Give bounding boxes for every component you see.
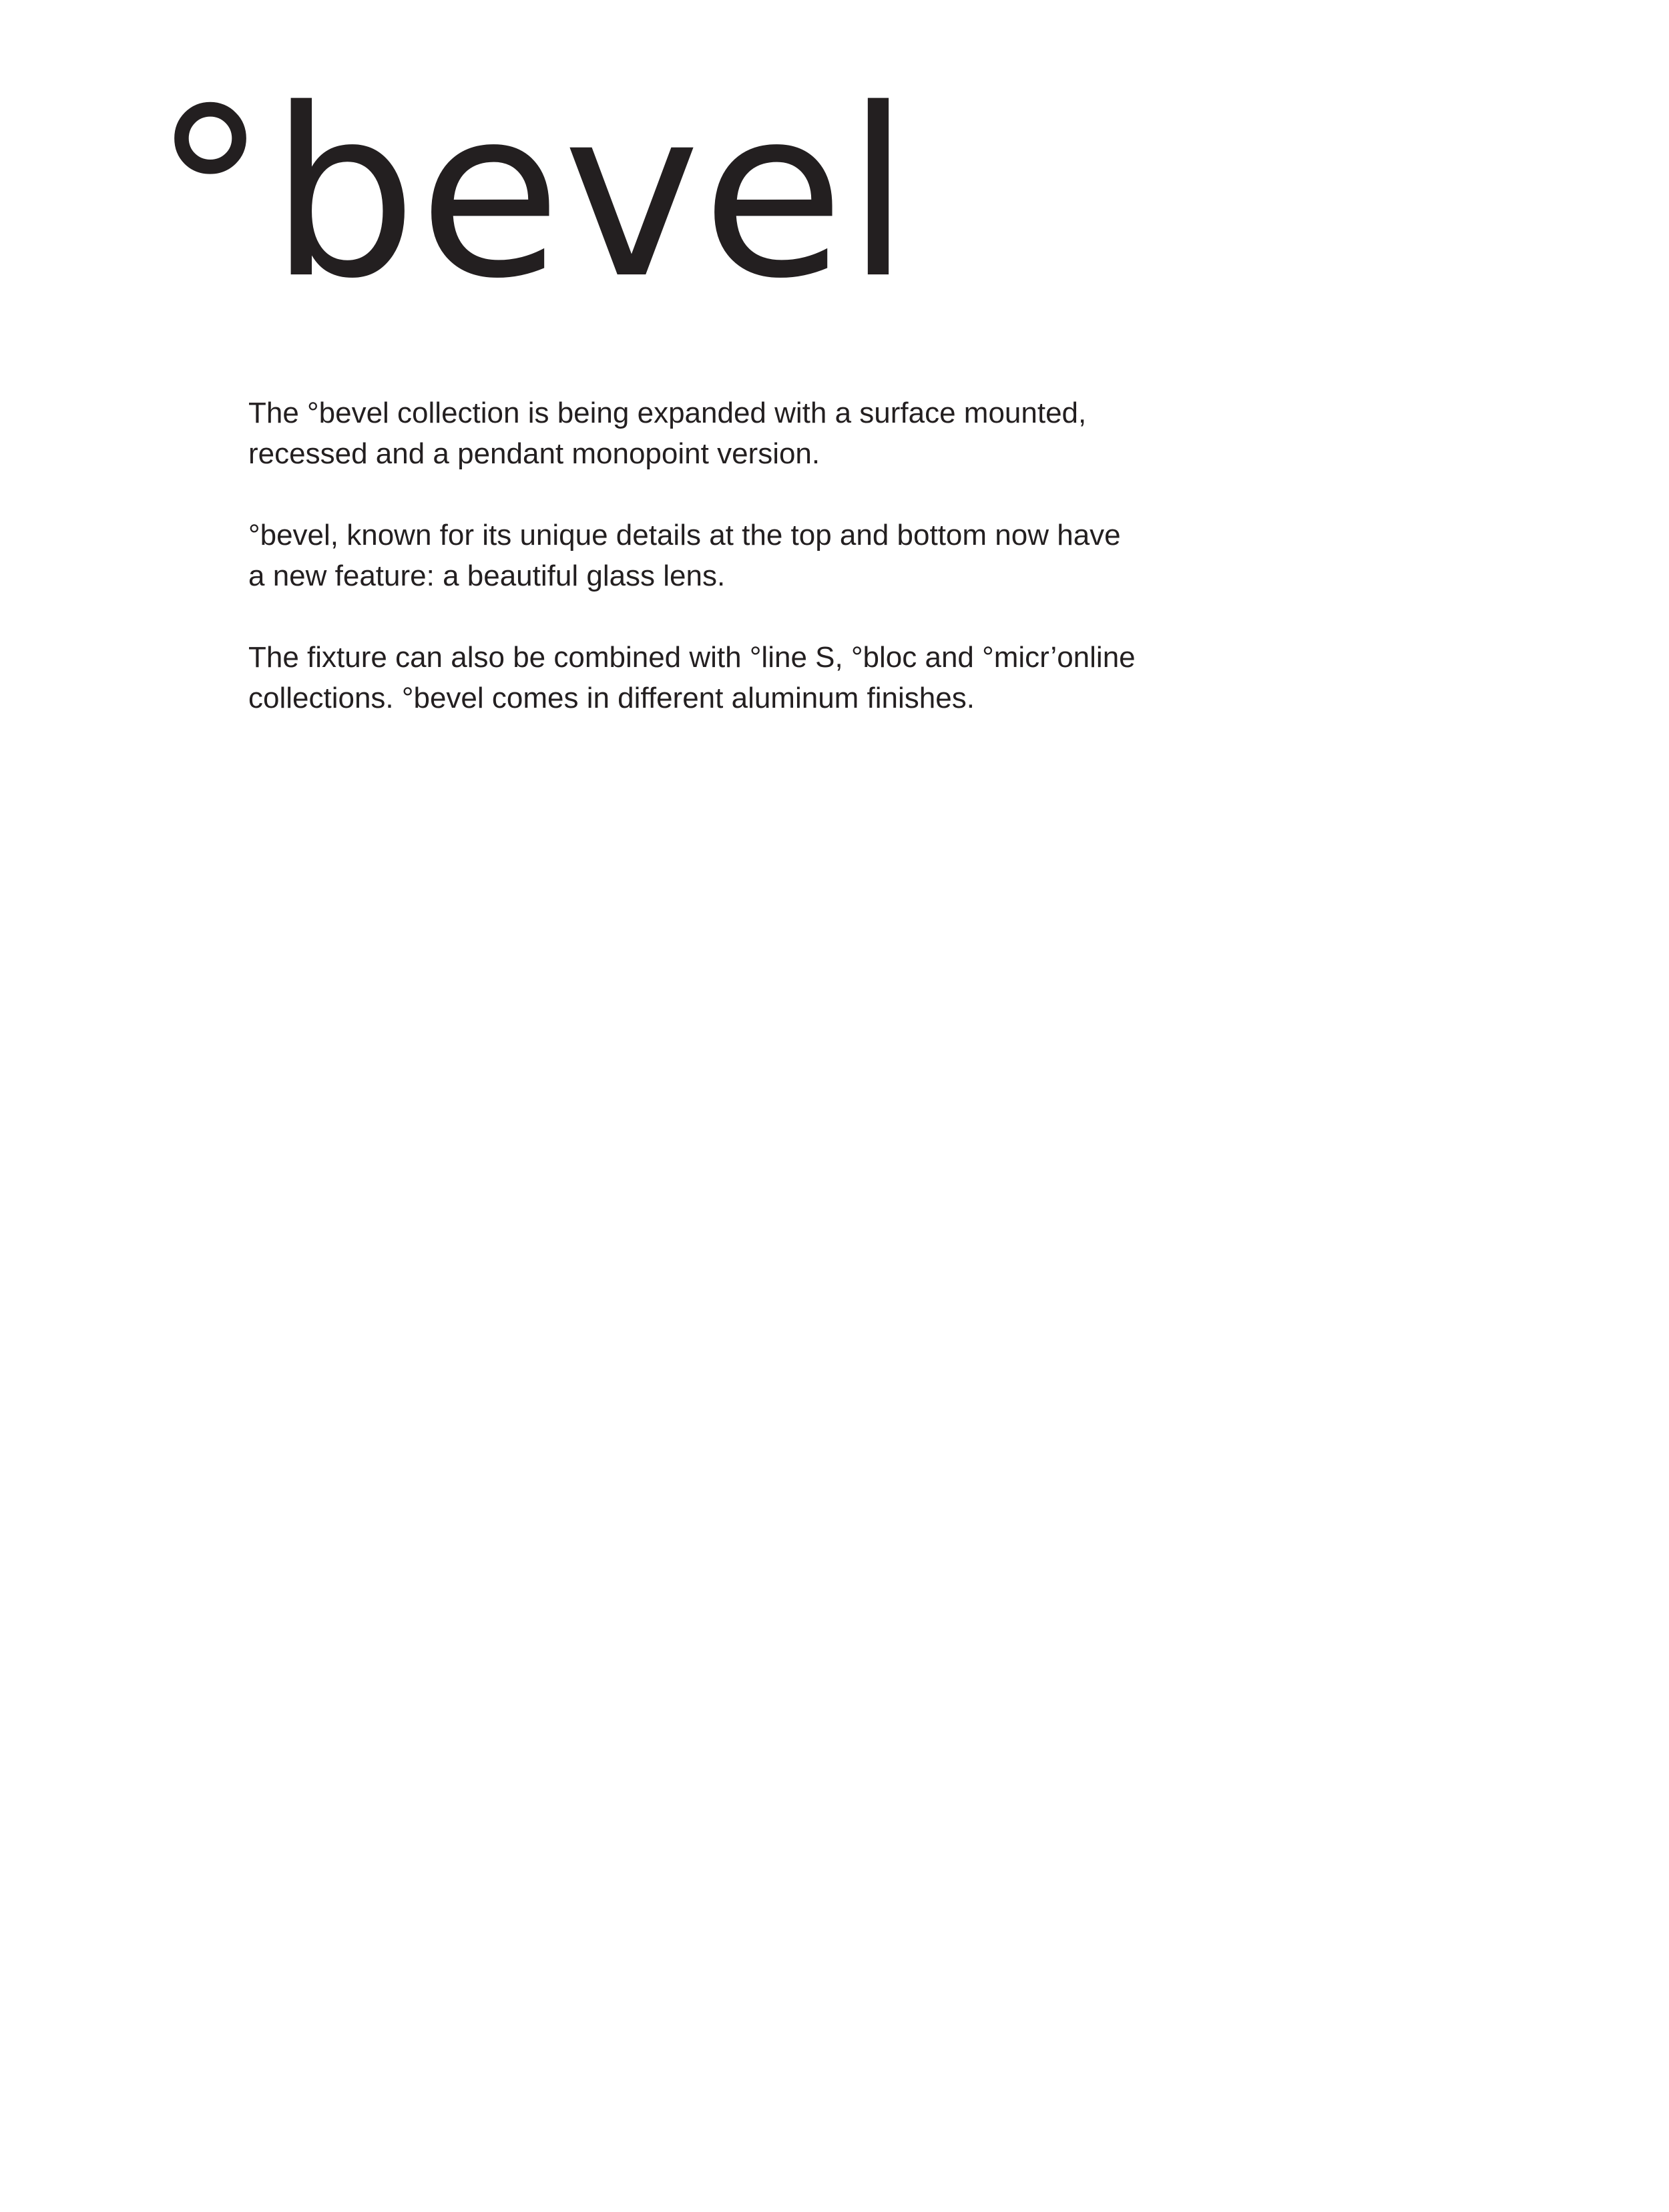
paragraph-intro [248,393,1183,474]
paragraph-line: °bevel, known for its unique details at the top and bottom now have [248,519,1121,551]
paragraph-line: collections. °bevel comes in different aluminum finishes. [248,682,975,714]
paragraph-features [248,515,1183,596]
paragraph-line: a new feature: a beautiful glass lens. [248,560,726,592]
paragraph-line: The fixture can also be combined with °line S, °bloc and °micr’online [248,641,1136,674]
paragraph-combinations [248,637,1183,718]
body-text [248,393,1183,759]
page-title: °bevel [152,59,912,330]
paragraph-line: recessed and a pendant monopoint version. [248,437,820,470]
paragraph-line: The °bevel collection is being expanded with a surface mounted, [248,397,1087,429]
